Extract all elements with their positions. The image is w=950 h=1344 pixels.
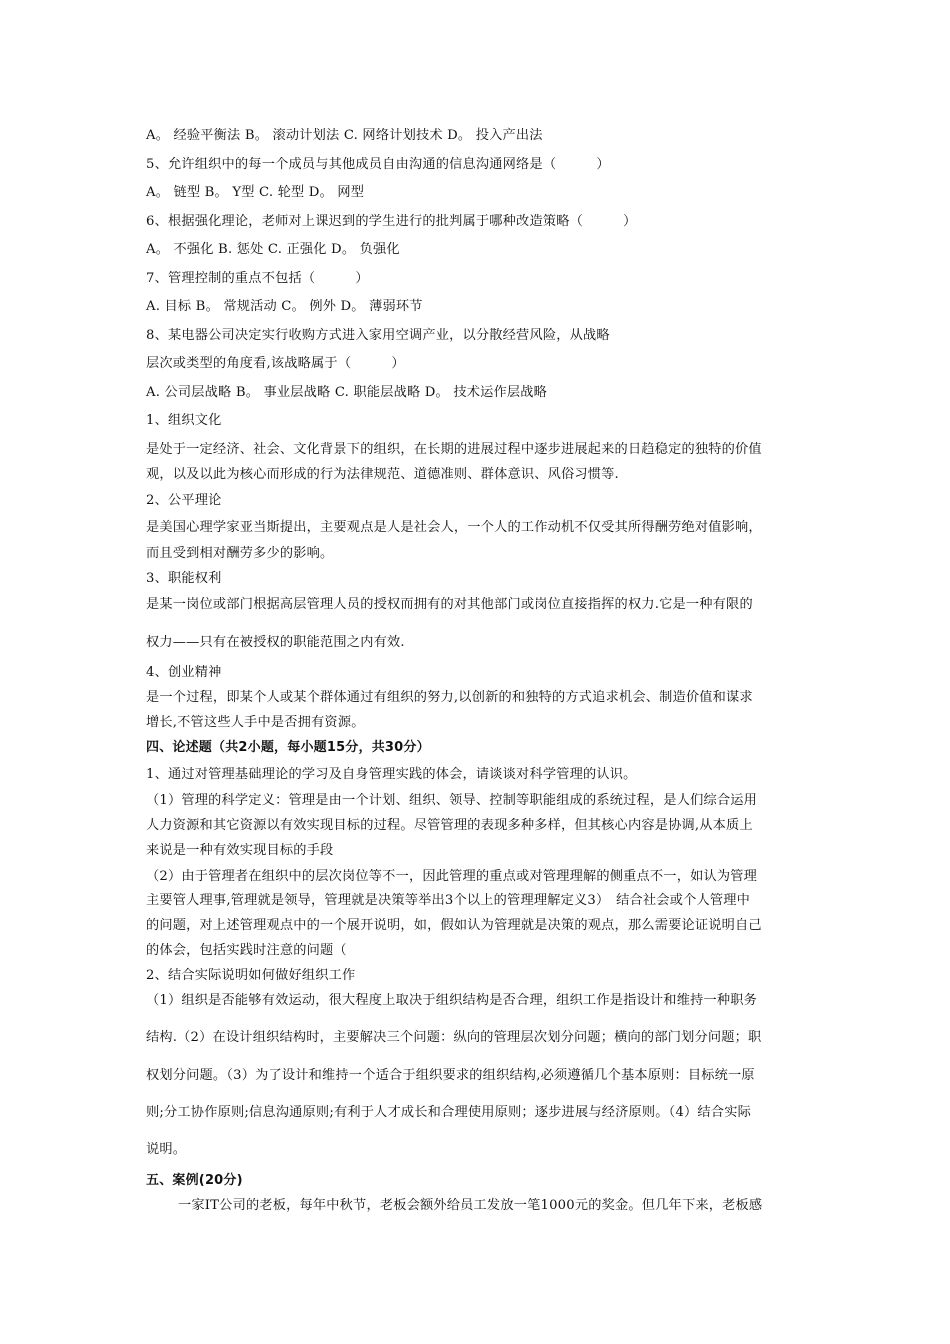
case-paragraph-line1: 一家IT公司的老板，每年中秋节，老板会额外给员工发放一笔1000元的奖金。但几年下来，老板感 [178, 1198, 763, 1213]
q8-question-line2: 层次或类型的角度看,该战略属于（ ） [146, 356, 405, 371]
essay2-answer-line5: 说明。 [146, 1142, 187, 1157]
section5-heading: 五、案例(20分) [146, 1173, 243, 1188]
term3-def-line1: 是某一岗位或部门根据高层管理人员的授权而拥有的对其他部门或岗位直接指挥的权力.它是一种有限的 [146, 597, 753, 612]
essay1-answer-line7: 的体会，包括实践时注意的问题（ [146, 943, 347, 958]
essay2-question: 2、结合实际说明如何做好组织工作 [146, 968, 356, 983]
essay2-answer-line4: 则;分工协作原则;信息沟通原则;有利于人才成长和合理使用原则；逐步进展与经济原则。（4）结合实际 [146, 1105, 751, 1120]
essay2-answer-line2: 结构.（2）在设计组织结构时，主要解决三个问题：纵向的管理层次划分问题；横向的部门划分问题；职 [146, 1030, 762, 1045]
q7-options: A. 目标 B。 常规活动 C。 例外 D。 薄弱环节 [146, 299, 423, 314]
q5-options: A。 链型 B。 Y型 C. 轮型 D。 网型 [146, 185, 365, 200]
section4-heading: 四、论述题（共2小题，每小题15分，共30分） [146, 740, 430, 755]
essay1-answer-line1: （1）管理的科学定义：管理是由一个计划、组织、领导、控制等职能组成的系统过程，是人们综合运用 [146, 793, 758, 808]
essay1-answer-line5: 主要管人理事,管理就是领导，管理就是决策等举出3个以上的管理理解定义3） 结合社会或个人管理中 [146, 893, 751, 908]
essay1-question: 1、通过对管理基础理论的学习及自身管理实践的体会，请谈谈对科学管理的认识。 [146, 767, 637, 782]
q5-question: 5、允许组织中的每一个成员与其他成员自由沟通的信息沟通网络是（ ） [146, 157, 610, 172]
essay1-answer-line2: 人力资源和其它资源以有效实现目标的过程。尽管管理的表现多种多样，但其核心内容是协调,从本质上 [146, 818, 753, 833]
essay1-answer-line3: 来说是一种有效实现目标的手段 [146, 843, 334, 858]
essay1-answer-line4: （2）由于管理者在组织中的层次岗位等不一，因此管理的重点或对管理理解的侧重点不一，如认为管理 [146, 869, 758, 884]
q6-options: A。 不强化 B. 惩处 C. 正强化 D。 负强化 [146, 242, 400, 257]
term3-def-line2: 权力——只有在被授权的职能范围之内有效. [146, 635, 405, 650]
q8-question-line1: 8、某电器公司决定实行收购方式进入家用空调产业，以分散经营风险，从战略 [146, 328, 610, 343]
term4-def-line1: 是一个过程，即某个人或某个群体通过有组织的努力,以创新的和独特的方式追求机会、制造价值和谋求 [146, 690, 753, 705]
term3-heading: 3、职能权利 [146, 571, 222, 586]
q4-options: A。 经验平衡法 B。 滚动计划法 C. 网络计划技术 D。 投入产出法 [146, 128, 543, 143]
q6-question: 6、根据强化理论，老师对上课迟到的学生进行的批判属于哪种改造策略（ ） [146, 214, 637, 229]
term4-def-line2: 增长,不管这些人手中是否拥有资源。 [146, 715, 365, 730]
essay2-answer-line1: （1）组织是否能够有效运动，很大程度上取决于组织结构是否合理，组织工作是指设计和维持一种职务 [146, 993, 758, 1008]
term1-heading: 1、组织文化 [146, 413, 222, 428]
q8-options: A. 公司层战略 B。 事业层战略 C. 职能层战略 D。 技术运作层战略 [146, 385, 548, 400]
term2-heading: 2、公平理论 [146, 493, 222, 508]
term2-def-line1: 是美国心理学家亚当斯提出，主要观点是人是社会人，一个人的工作动机不仅受其所得酬劳绝对值影响， [146, 520, 762, 535]
essay1-answer-line6: 的问题，对上述管理观点中的一个展开说明，如，假如认为管理就是决策的观点，那么需要论证说明自己 [146, 918, 762, 933]
term4-heading: 4、创业精神 [146, 665, 222, 680]
term1-def-line2: 观，以及以此为核心而形成的行为法律规范、道德准则、群体意识、风俗习惯等. [146, 467, 619, 482]
term2-def-line2: 而且受到相对酬劳多少的影响。 [146, 546, 334, 561]
term1-def-line1: 是处于一定经济、社会、文化背景下的组织，在长期的进展过程中逐步进展起来的日趋稳定的独特的价值 [146, 442, 762, 457]
essay2-answer-line3: 权划分问题。（3）为了设计和维持一个适合于组织要求的组织结构,必须遵循几个基本原则：目标统一原 [146, 1068, 755, 1083]
q7-question: 7、管理控制的重点不包括（ ） [146, 271, 369, 286]
